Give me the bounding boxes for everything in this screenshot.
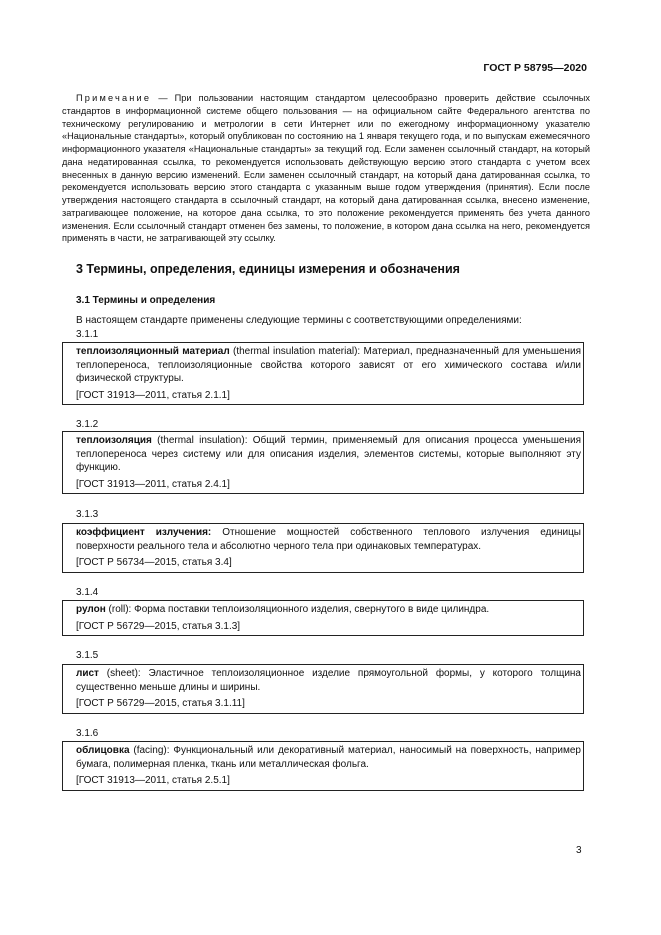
term-reference: [ГОСТ 31913—2011, статья 2.4.1] [76, 478, 230, 490]
term-reference: [ГОСТ Р 56729—2015, статья 3.1.3] [76, 620, 241, 632]
term-name: коэффициент излучения: [76, 527, 212, 538]
term-reference: [ГОСТ Р 56729—2015, статья 3.1.11] [76, 698, 245, 709]
term-body: (sheet): Эластичное теплоизоляционное изделие прямоугольной формы, у которого толщина существенно меньше длины и ширины. [76, 668, 581, 693]
term-definition [76, 345, 583, 386]
page-number: 3 [576, 845, 582, 856]
term-body: (roll): Форма поставки теплоизоляционного изделия, свернутого в виде цилиндра. [105, 604, 490, 615]
term-box [62, 664, 584, 714]
term-definition [76, 667, 583, 694]
term-body: (facing): Функциональный или декоративный материал, наносимый на поверхность, например бумага, полимерная пленка, ткань или металлическая фольга. [76, 745, 581, 770]
term-number: 3.1.3 [76, 509, 99, 520]
term-number: 3.1.4 [76, 587, 99, 598]
term-box [62, 523, 584, 573]
subsection-title: 3.1 Термины и определения [76, 295, 216, 306]
term-name: теплоизоляционный материал [76, 346, 230, 357]
term-definition [76, 603, 583, 617]
note-paragraph [62, 92, 590, 245]
term-box [62, 600, 584, 636]
term-name: рулон [76, 604, 106, 615]
term-name: лист [76, 668, 99, 679]
term-box [62, 431, 584, 494]
term-number: 3.1.2 [76, 419, 99, 430]
term-box [62, 741, 584, 791]
term-name: теплоизоляция [76, 435, 152, 446]
term-body: Отношение мощностей собственного теплового излучения единицы поверхности реального тела и абсолютно черного тела при одинаковых температурах. [76, 527, 581, 552]
note-label: Примечание [76, 93, 152, 103]
term-number: 3.1.1 [76, 329, 99, 340]
term-reference: [ГОСТ 31913—2011, статья 2.1.1] [76, 389, 230, 401]
section-title: 3 Термины, определения, единицы измерения и обозначения [76, 262, 460, 276]
term-number: 3.1.6 [76, 728, 99, 739]
term-name: облицовка [76, 745, 130, 756]
term-box [62, 342, 584, 405]
term-definition [76, 434, 583, 475]
intro-text: В настоящем стандарте применены следующие термины с соответствующими определениями: [76, 315, 522, 326]
term-reference: [ГОСТ 31913—2011, статья 2.5.1] [76, 775, 230, 786]
term-definition [76, 526, 583, 553]
term-body: (thermal insulation): Общий термин, применяемый для описания процесса уменьшения теплопереноса через систему или для описания изделия, элементов системы, которые выполняют эту функцию. [76, 435, 581, 473]
term-body: (thermal insulation material): Материал, предназначенный для уменьшения теплопереноса, теплоизоляционные свойства которого зависят от его химического состава и/или физической структуры. [76, 346, 581, 384]
term-definition [76, 744, 583, 771]
document-code: ГОСТ Р 58795—2020 [483, 62, 587, 74]
note-text: — При пользовании настоящим стандартом целесообразно проверить действие ссылочных стандартов в информационной системе общего пользования — на официальном сайте Федерального агентства по техническому регулированию и метрологии в сети Интернет или по ежегодному информационному указателю «Национальные стандарты», который опубликован по состоянию на 1 января текущего года, и по выпускам ежемесячного информационного указателя «Национальные стандарты» за текущий год. Если заменен ссылочный стандарт, на который дана недатированная ссылка, то рекомендуется использовать действующую версию этого стандарта с учетом всех внесенных в данную версию изменений. Если заменен ссылочный стандарт, на который дана датированная ссылка, то рекомендуется использовать версию этого стандарта с указанным выше годом утверждения (принятия). Если после утверждения настоящего стандарта в ссылочный стандарт, на который дана датированная ссылка, внесено изменение, затрагивающее положение, на которое дана ссылка, то это положение рекомендуется применять без учета данного изменения. Если ссылочный стандарт отменен без замены, то положение, в котором дана ссылка на него, рекомендуется применять в части, не затрагивающей эту ссылку. [62, 93, 590, 244]
term-reference: [ГОСТ Р 56734—2015, статья 3.4] [76, 557, 232, 568]
term-number: 3.1.5 [76, 650, 99, 661]
